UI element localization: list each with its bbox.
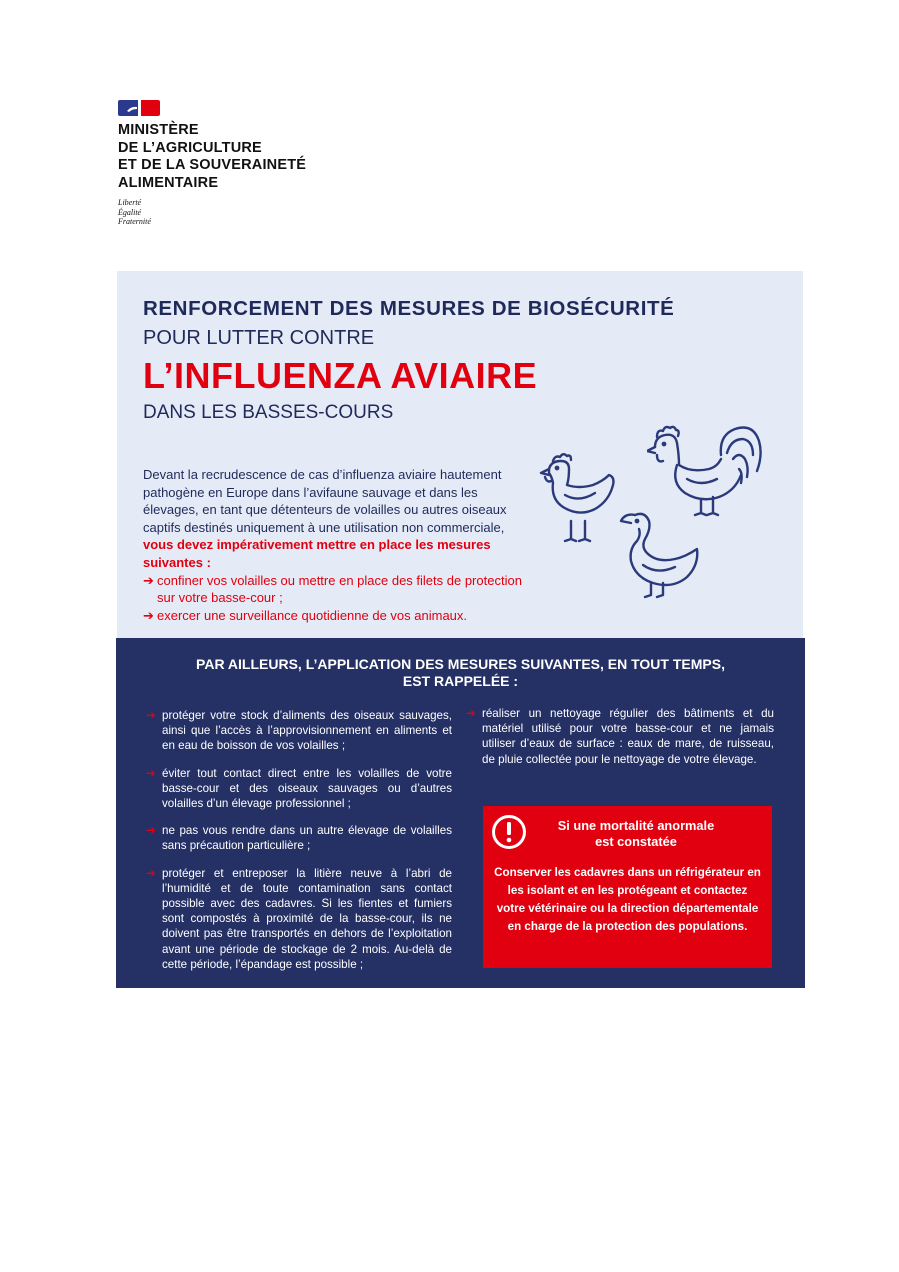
- mortality-alert-box: [483, 806, 772, 968]
- duck-icon: [617, 507, 701, 599]
- exclamation-circle-icon: [491, 814, 527, 850]
- arrow-right-icon: ➔: [143, 607, 154, 623]
- measure-item: ➔ réaliser un nettoyage régulier des bâtiments et du matériel utilisé pour votre basse-cour et ne jamais utiliser d’eaux de surface : eaux de mare, de ruisseau, de pluie collectée pour le nettoyage de votre élevage.: [466, 707, 774, 766]
- alert-title: Si une mortalité anormale est constatée: [557, 818, 715, 849]
- measures-title: PAR AILLEURS, L’APPLICATION DES MESURES SUIVANTES, EN TOUT TEMPS, EST RAPPELÉE :: [196, 656, 725, 689]
- ministry-logo: [118, 100, 306, 227]
- headline-fight: POUR LUTTER CONTRE: [143, 327, 375, 349]
- measures-left-column: [146, 708, 452, 984]
- arrow-right-icon: ➔: [466, 707, 476, 720]
- ministry-name: MINISTÈRE DE L’AGRICULTURE ET DE LA SOUVERAINETÉ ALIMENTAIRE: [118, 122, 307, 191]
- hen-icon: [535, 449, 619, 545]
- intro-panel: [117, 271, 803, 643]
- arrow-right-icon: ➔: [146, 709, 156, 722]
- arrow-right-icon: ➔: [146, 824, 156, 838]
- measures-panel: [116, 638, 805, 988]
- measure-item: ➔ protéger et entreposer la litière neuve à l’abri de l’humidité et de toute contamination sans contact possible avec des cadavres. Si les fientes et fumiers sont compostés à proximité de la basse-cour, ils ne doivent pas être transportés en dehors de l’exploitation avant une période de stockage de 2 mois. Au-delà de cette période, l’épandage est possible ;: [146, 866, 452, 971]
- measures-right-column: [466, 706, 774, 779]
- measure-item: ➔ protéger votre stock d’aliments des oiseaux sauvages, ainsi que l’accès à l’approvisionnement en aliments et en eau de boisson de vos volailles ;: [146, 709, 452, 753]
- intro-bullet: ➔ exercer une surveillance quotidienne de vos animaux.: [143, 607, 468, 623]
- measure-item: ➔ ne pas vous rendre dans un autre élevage de volailles sans précaution particulière ;: [146, 824, 452, 853]
- alert-body: Conserver les cadavres dans un réfrigérateur en les isolant et en les protégeant et contactez votre vétérinaire ou la direction départementale en charge de la protection des populations.: [494, 866, 761, 933]
- headline-avian-flu: L’INFLUENZA AVIAIRE: [143, 355, 538, 396]
- arrow-right-icon: ➔: [146, 766, 156, 780]
- republic-motto: Liberté Égalité Fraternité: [118, 198, 151, 226]
- headline-backyards: DANS LES BASSES-COURS: [143, 402, 394, 423]
- headline-biosecurity: RENFORCEMENT DES MESURES DE BIOSÉCURITÉ: [143, 297, 675, 320]
- intro-bullet: ➔ confiner vos volailles ou mettre en place des filets de protection sur votre basse-cour ;: [143, 572, 522, 606]
- intro-emphasis: vous devez impérativement mettre en place les mesures suivantes :: [143, 537, 491, 570]
- arrow-right-icon: ➔: [143, 572, 154, 588]
- measure-item: ➔ éviter tout contact direct entre les volailles de votre basse-cour et des oiseaux sauvages ou d’autres volailles d’un élevage professionnel ;: [146, 766, 452, 811]
- marianne-flag-icon: [118, 100, 160, 116]
- intro-text: Devant la recrudescence de cas d’influenza aviaire hautement pathogène en Europe dans l’avifaune sauvage et dans les élevages, en tant que détenteurs de volailles ou autres oiseaux captifs destinés uniquement à une utilisation non commerciale, vous devez impérativement mettre en place les mesures suivantes : ➔ confiner vos volailles ou mettre en place des filets de protection sur votre basse-cour ; ➔ exercer une surveillance quotidienne de vos animaux.: [143, 467, 522, 623]
- arrow-right-icon: ➔: [146, 866, 156, 880]
